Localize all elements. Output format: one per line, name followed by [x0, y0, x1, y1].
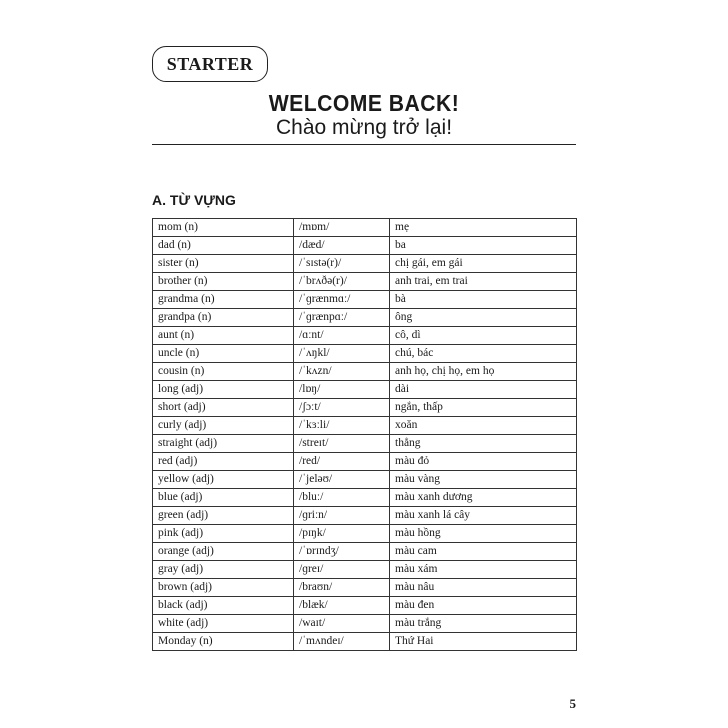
vocab-meaning-cell: ba — [390, 237, 577, 255]
vocab-ipa-cell: /red/ — [294, 453, 390, 471]
page-title: WELCOME BACK! — [268, 90, 460, 116]
vocab-meaning-cell: ông — [390, 309, 577, 327]
vocab-word-cell: pink (adj) — [153, 525, 294, 543]
table-row — [153, 255, 577, 273]
table-row — [153, 327, 577, 345]
starter-label: STARTER — [166, 53, 254, 74]
vocab-word-cell: yellow (adj) — [153, 471, 294, 489]
vocab-word-cell: gray (adj) — [153, 561, 294, 579]
vocab-ipa-cell: /lɒŋ/ — [294, 381, 390, 399]
table-row — [153, 453, 577, 471]
vocab-ipa-cell: /ˈkʌzn/ — [294, 363, 390, 381]
vocab-ipa-cell: /streɪt/ — [294, 435, 390, 453]
vocab-meaning-cell: màu nâu — [390, 579, 577, 597]
table-row — [153, 219, 577, 237]
vocab-word-cell: sister (n) — [153, 255, 294, 273]
vocab-meaning-cell: thẳng — [390, 435, 577, 453]
vocab-meaning-cell: ngắn, thấp — [390, 399, 577, 417]
vocab-word-cell: orange (adj) — [153, 543, 294, 561]
vocab-ipa-cell: /ˈbrʌðə(r)/ — [294, 273, 390, 291]
table-row — [153, 309, 577, 327]
vocab-ipa-cell: /bluː/ — [294, 489, 390, 507]
vocab-word-cell: short (adj) — [153, 399, 294, 417]
vocab-ipa-cell: /ˈsɪstə(r)/ — [294, 255, 390, 273]
table-row — [153, 417, 577, 435]
table-row — [153, 237, 577, 255]
vocab-ipa-cell: /ɡreɪ/ — [294, 561, 390, 579]
vocab-meaning-cell: xoăn — [390, 417, 577, 435]
vocab-word-cell: grandma (n) — [153, 291, 294, 309]
vocab-word-cell: blue (adj) — [153, 489, 294, 507]
vocabulary-table — [152, 218, 577, 651]
vocab-ipa-cell: /ɡriːn/ — [294, 507, 390, 525]
vocab-word-cell: grandpa (n) — [153, 309, 294, 327]
vocab-meaning-cell: màu đen — [390, 597, 577, 615]
table-row — [153, 435, 577, 453]
page-number: 5 — [569, 696, 576, 711]
vocab-word-cell: cousin (n) — [153, 363, 294, 381]
table-row — [153, 633, 577, 651]
table-row — [153, 471, 577, 489]
vocab-ipa-cell: /dæd/ — [294, 237, 390, 255]
vocab-word-cell: red (adj) — [153, 453, 294, 471]
table-row — [153, 507, 577, 525]
vocab-meaning-cell: màu hồng — [390, 525, 577, 543]
vocab-meaning-cell: màu trắng — [390, 615, 577, 633]
page-subtitle: Chào mừng trở lại! — [275, 116, 453, 139]
vocab-ipa-cell: /mɒm/ — [294, 219, 390, 237]
vocab-word-cell: green (adj) — [153, 507, 294, 525]
vocab-meaning-cell: chú, bác — [390, 345, 577, 363]
vocab-ipa-cell: /ʃɔːt/ — [294, 399, 390, 417]
vocab-word-cell: white (adj) — [153, 615, 294, 633]
vocab-meaning-cell: anh họ, chị họ, em họ — [390, 363, 577, 381]
table-row — [153, 381, 577, 399]
table-row — [153, 561, 577, 579]
table-row — [153, 345, 577, 363]
vocab-meaning-cell: màu xám — [390, 561, 577, 579]
vocab-ipa-cell: /ˈɒrɪndʒ/ — [294, 543, 390, 561]
vocab-meaning-cell: dài — [390, 381, 577, 399]
table-row — [153, 525, 577, 543]
table-row — [153, 597, 577, 615]
vocab-meaning-cell: bà — [390, 291, 577, 309]
vocab-ipa-cell: /ɑːnt/ — [294, 327, 390, 345]
vocab-word-cell: curly (adj) — [153, 417, 294, 435]
vocab-meaning-cell: màu cam — [390, 543, 577, 561]
title-divider — [152, 144, 576, 145]
vocab-meaning-cell: màu vàng — [390, 471, 577, 489]
vocab-word-cell: uncle (n) — [153, 345, 294, 363]
table-row — [153, 615, 577, 633]
vocab-word-cell: dad (n) — [153, 237, 294, 255]
vocab-ipa-cell: /ˈjeləʊ/ — [294, 471, 390, 489]
table-row — [153, 399, 577, 417]
table-row — [153, 291, 577, 309]
vocab-ipa-cell: /ˈʌŋkl/ — [294, 345, 390, 363]
vocab-ipa-cell: /ˈɡrænmɑː/ — [294, 291, 390, 309]
vocab-word-cell: brown (adj) — [153, 579, 294, 597]
table-row — [153, 579, 577, 597]
vocab-word-cell: black (adj) — [153, 597, 294, 615]
vocab-meaning-cell: chị gái, em gái — [390, 255, 577, 273]
table-row — [153, 363, 577, 381]
vocab-ipa-cell: /pɪŋk/ — [294, 525, 390, 543]
vocab-meaning-cell: màu xanh lá cây — [390, 507, 577, 525]
section-heading: A. TỪ VỰNG — [152, 192, 236, 208]
table-row — [153, 273, 577, 291]
vocab-word-cell: straight (adj) — [153, 435, 294, 453]
vocab-ipa-cell: /waɪt/ — [294, 615, 390, 633]
table-row — [153, 489, 577, 507]
table-row — [153, 543, 577, 561]
vocab-ipa-cell: /ˈɡrænpɑː/ — [294, 309, 390, 327]
vocab-word-cell: brother (n) — [153, 273, 294, 291]
vocab-word-cell: mom (n) — [153, 219, 294, 237]
vocab-meaning-cell: màu đỏ — [390, 453, 577, 471]
vocabulary-table-body — [153, 219, 577, 651]
vocab-meaning-cell: cô, dì — [390, 327, 577, 345]
vocab-meaning-cell: Thứ Hai — [390, 633, 577, 651]
vocab-word-cell: aunt (n) — [153, 327, 294, 345]
vocab-ipa-cell: /blæk/ — [294, 597, 390, 615]
vocab-ipa-cell: /ˈmʌndeɪ/ — [294, 633, 390, 651]
vocab-ipa-cell: /braʊn/ — [294, 579, 390, 597]
vocab-word-cell: Monday (n) — [153, 633, 294, 651]
starter-badge — [152, 46, 268, 82]
vocab-ipa-cell: /ˈkɜːli/ — [294, 417, 390, 435]
vocab-meaning-cell: anh trai, em trai — [390, 273, 577, 291]
vocab-word-cell: long (adj) — [153, 381, 294, 399]
vocab-meaning-cell: màu xanh dương — [390, 489, 577, 507]
vocab-meaning-cell: mẹ — [390, 219, 577, 237]
